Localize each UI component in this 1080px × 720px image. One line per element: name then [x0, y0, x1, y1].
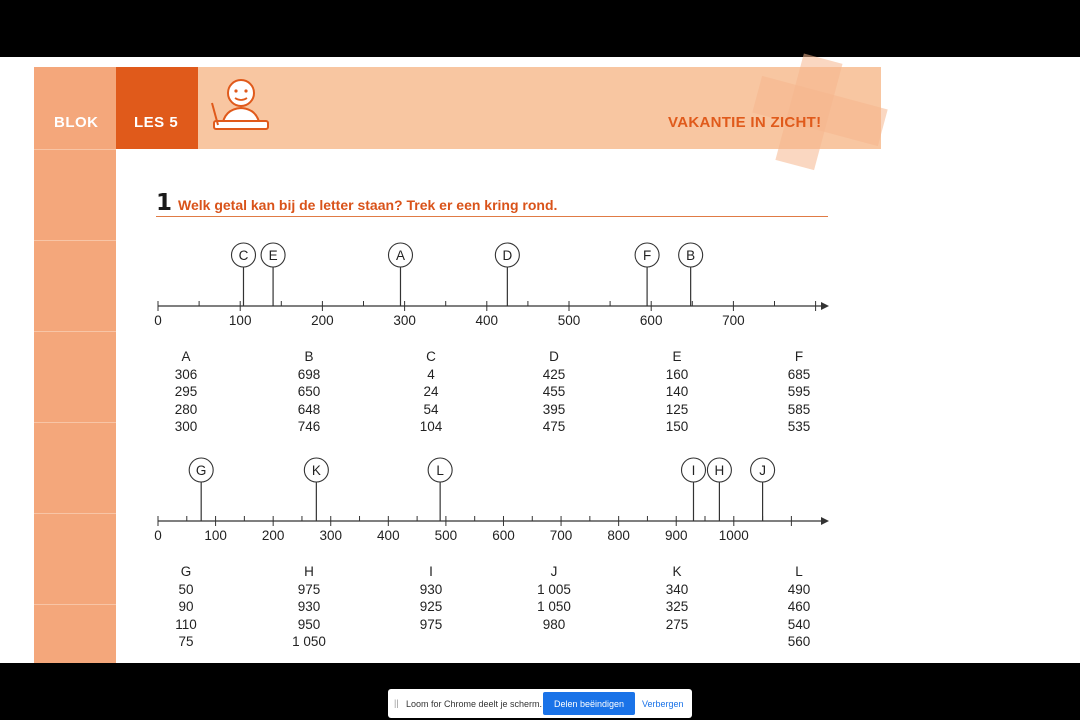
- marker-letter: L: [436, 463, 444, 478]
- sidebar-cell: [34, 67, 116, 150]
- option-letter: C: [426, 349, 436, 364]
- tick-label: 100: [204, 528, 227, 543]
- option-value[interactable]: 1 050: [537, 599, 571, 614]
- option-value[interactable]: 340: [665, 581, 689, 597]
- number-line-2: [0, 457, 1080, 547]
- option-value[interactable]: [519, 633, 589, 651]
- decorative-cross-icon: [760, 67, 881, 149]
- option-value[interactable]: 980: [542, 616, 566, 632]
- marker-letter: D: [502, 248, 513, 263]
- tick-label: 600: [492, 528, 515, 543]
- option-letter: E: [672, 349, 682, 364]
- tick-label: 1000: [718, 528, 749, 543]
- tick-label: 500: [434, 528, 458, 543]
- option-letter: I: [429, 564, 433, 579]
- option-value[interactable]: 698: [297, 366, 321, 382]
- option-column-i: [396, 563, 466, 651]
- tick-label: 100: [228, 313, 252, 328]
- mascot-icon: [210, 75, 272, 135]
- marker-letter: I: [691, 463, 696, 478]
- option-value[interactable]: 75: [178, 634, 194, 649]
- marker-letter: K: [311, 463, 321, 478]
- tick-label: 500: [557, 313, 581, 328]
- option-value[interactable]: 975: [297, 581, 321, 597]
- option-value[interactable]: 140: [665, 384, 689, 399]
- option-value[interactable]: 460: [787, 599, 811, 614]
- option-value[interactable]: 685: [787, 366, 811, 382]
- option-letter: G: [180, 564, 192, 579]
- screen-area: [0, 57, 1080, 709]
- option-value[interactable]: 650: [297, 384, 321, 399]
- option-value[interactable]: 300: [174, 419, 198, 434]
- task-divider: [156, 216, 828, 217]
- option-column-h: [274, 563, 344, 651]
- loom-message: Loom for Chrome deelt je scherm.: [406, 699, 543, 709]
- tick-label: 300: [319, 528, 343, 543]
- option-value[interactable]: 930: [419, 581, 443, 597]
- marker-letter: H: [714, 463, 725, 478]
- tick-label: 0: [154, 528, 162, 543]
- tick-label: 400: [377, 528, 400, 543]
- option-value[interactable]: 975: [419, 616, 443, 632]
- tick-label: 400: [475, 313, 499, 328]
- tick-label: 300: [393, 313, 416, 328]
- blok-label: BLOK: [54, 114, 99, 131]
- option-column-j: [519, 563, 589, 651]
- les-cell: [116, 67, 198, 149]
- option-value[interactable]: 50: [178, 581, 194, 597]
- option-value[interactable]: 925: [419, 599, 443, 614]
- marker-letter: C: [238, 248, 249, 263]
- marker-letter: A: [395, 248, 405, 263]
- option-column-a: [151, 348, 221, 436]
- option-value[interactable]: 104: [419, 419, 443, 434]
- drag-handle-icon[interactable]: ||: [394, 698, 399, 708]
- tick-label: 800: [607, 528, 630, 543]
- tick-label: 0: [154, 313, 162, 328]
- tick-label: 700: [549, 528, 573, 543]
- task-number: 1: [156, 190, 173, 216]
- option-value[interactable]: 425: [542, 366, 566, 382]
- option-value[interactable]: 275: [665, 616, 689, 632]
- option-value[interactable]: 150: [665, 419, 689, 434]
- marker-letter: F: [642, 248, 652, 263]
- option-value[interactable]: 1 005: [537, 581, 571, 597]
- tick-label: 200: [311, 313, 334, 328]
- option-value[interactable]: 595: [787, 384, 811, 399]
- option-value[interactable]: 295: [174, 384, 198, 399]
- tick-label: 700: [722, 313, 745, 328]
- option-value[interactable]: 325: [665, 599, 689, 614]
- axis-arrow-icon: [821, 517, 829, 525]
- option-value[interactable]: 24: [423, 384, 439, 399]
- option-value[interactable]: 560: [787, 634, 811, 649]
- stop-sharing-button[interactable]: Delen beëindigen: [543, 692, 635, 715]
- hide-link[interactable]: Verbergen: [642, 699, 684, 709]
- tick-label: 200: [261, 528, 285, 543]
- option-letter: H: [304, 564, 314, 579]
- axis-arrow-icon: [821, 302, 829, 310]
- option-value[interactable]: 950: [297, 616, 321, 632]
- option-value[interactable]: 535: [787, 419, 811, 434]
- tick-label: 900: [664, 528, 688, 543]
- sidebar-cell: [34, 150, 116, 241]
- option-value[interactable]: 110: [175, 616, 197, 632]
- option-letter: J: [550, 564, 558, 579]
- option-value[interactable]: 1 050: [292, 634, 326, 649]
- marker-letter: E: [268, 248, 278, 263]
- task-instruction: Welk getal kan bij de letter staan? Trek er een kring rond.: [178, 197, 558, 213]
- option-value[interactable]: 540: [787, 616, 811, 632]
- number-line-1: [0, 242, 1080, 332]
- option-value[interactable]: 306: [174, 366, 198, 382]
- tick-label: 600: [639, 313, 663, 328]
- option-column-e: [642, 348, 712, 436]
- loom-share-bar: [388, 689, 692, 718]
- option-value[interactable]: 648: [297, 401, 321, 417]
- option-value[interactable]: 395: [542, 401, 566, 417]
- option-value[interactable]: 54: [423, 401, 439, 417]
- option-letter: L: [795, 564, 803, 579]
- option-column-f: [764, 348, 834, 436]
- marker-letter: B: [686, 248, 696, 263]
- option-value[interactable]: 475: [542, 419, 566, 434]
- option-column-b: [274, 348, 344, 436]
- option-value[interactable]: 90: [178, 599, 194, 614]
- header-title: VAKANTIE IN ZICHT!: [668, 114, 822, 131]
- sidebar-cell: [34, 332, 116, 423]
- option-column-l: [764, 563, 834, 651]
- option-value[interactable]: 455: [542, 384, 566, 399]
- option-letter: A: [181, 349, 191, 364]
- option-value[interactable]: 280: [174, 401, 198, 417]
- option-value[interactable]: [642, 633, 712, 651]
- option-value[interactable]: 490: [787, 581, 811, 597]
- option-column-k: [642, 563, 712, 651]
- option-value[interactable]: 930: [297, 599, 321, 614]
- option-letter: D: [549, 349, 559, 364]
- option-value[interactable]: 746: [297, 419, 321, 434]
- option-column-g: [151, 563, 221, 651]
- les-label: LES 5: [134, 114, 179, 131]
- option-letter: F: [794, 349, 804, 364]
- option-column-d: [519, 348, 589, 436]
- sidebar: [34, 67, 116, 663]
- option-value[interactable]: 125: [665, 401, 689, 417]
- option-value[interactable]: 4: [427, 366, 435, 382]
- option-value[interactable]: [396, 633, 466, 651]
- option-letter: B: [304, 349, 314, 364]
- marker-letter: J: [759, 463, 766, 478]
- option-value[interactable]: 160: [665, 366, 689, 382]
- option-value[interactable]: 585: [787, 401, 811, 417]
- option-column-c: [396, 348, 466, 436]
- marker-letter: G: [195, 463, 207, 478]
- option-letter: K: [672, 564, 682, 579]
